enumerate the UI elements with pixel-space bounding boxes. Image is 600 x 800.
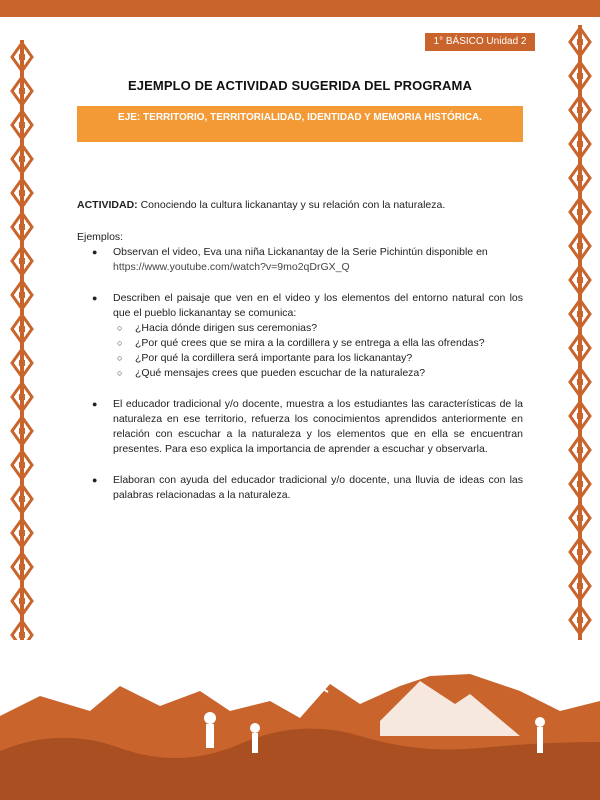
activity-line <box>77 198 523 213</box>
question-list <box>77 321 523 381</box>
examples-label: Ejemplos: <box>77 231 124 243</box>
list-item <box>77 291 523 321</box>
circle-bullet-icon: ○ <box>117 368 123 378</box>
list-item <box>77 397 523 457</box>
bullet-text: Elaboran con ayuda del educador tradicional y/o docente, una lluvia de ideas con las palabras relacionadas a la naturaleza. <box>113 474 523 501</box>
examples-list-continued <box>77 397 523 503</box>
grade-unit-badge: 1° BÁSICO Unidad 2 <box>425 33 535 51</box>
list-item <box>77 321 523 336</box>
activity-text: Conociendo la cultura lickanantay y su relación con la naturaleza. <box>137 199 446 211</box>
question-text: ¿Por qué la cordillera será importante para los lickanantay? <box>135 352 413 364</box>
list-item <box>77 473 523 503</box>
circle-bullet-icon: ○ <box>117 323 123 333</box>
question-text: ¿Por qué crees que se mira a la cordillera y se entrega a ella las ofrendas? <box>135 337 485 349</box>
bullet-icon: ● <box>92 293 98 303</box>
list-item <box>77 245 523 275</box>
decorative-border-right <box>568 25 592 640</box>
circle-bullet-icon: ○ <box>117 353 123 363</box>
list-item <box>77 351 523 366</box>
bullet-text: Describen el paisaje que ven en el video y los elementos del entorno natural con los que el pueblo lickanantay se comunica: <box>113 292 523 319</box>
axis-banner: EJE: TERRITORIO, TERRITORIALIDAD, IDENTIDAD Y MEMORIA HISTÓRICA. <box>77 106 523 142</box>
examples-list <box>77 245 523 321</box>
circle-bullet-icon: ○ <box>117 338 123 348</box>
list-item <box>77 336 523 351</box>
list-item <box>77 366 523 381</box>
activity-content <box>77 198 523 503</box>
page-title: EJEMPLO DE ACTIVIDAD SUGERIDA DEL PROGRAMA <box>128 78 472 93</box>
bullet-text: Observan el video, Eva una niña Lickanantay de la Serie Pichintún disponible en <box>113 246 488 258</box>
decorative-border-left <box>10 40 34 640</box>
activity-label: ACTIVIDAD: <box>77 199 138 211</box>
bullet-icon: ● <box>92 399 98 409</box>
top-bar <box>0 0 600 17</box>
landscape-illustration <box>0 656 600 800</box>
bullet-text: El educador tradicional y/o docente, muestra a los estudiantes las características de la naturaleza en ese territorio, refuerza los conocimientos aprendidos anteriormente en relación con escuchar a la naturaleza y los elementos que en ella se encuentran presentes. Para eso explica la importancia de aprender a escuchar y observarla. <box>113 398 523 455</box>
video-link[interactable]: https://www.youtube.com/watch?v=9mo2qDrGX_Q <box>113 261 350 273</box>
bullet-icon: ● <box>92 475 98 485</box>
bullet-icon: ● <box>92 247 98 257</box>
question-text: ¿Qué mensajes crees que pueden escuchar de la naturaleza? <box>135 367 426 379</box>
question-text: ¿Hacia dónde dirigen sus ceremonias? <box>135 322 318 334</box>
